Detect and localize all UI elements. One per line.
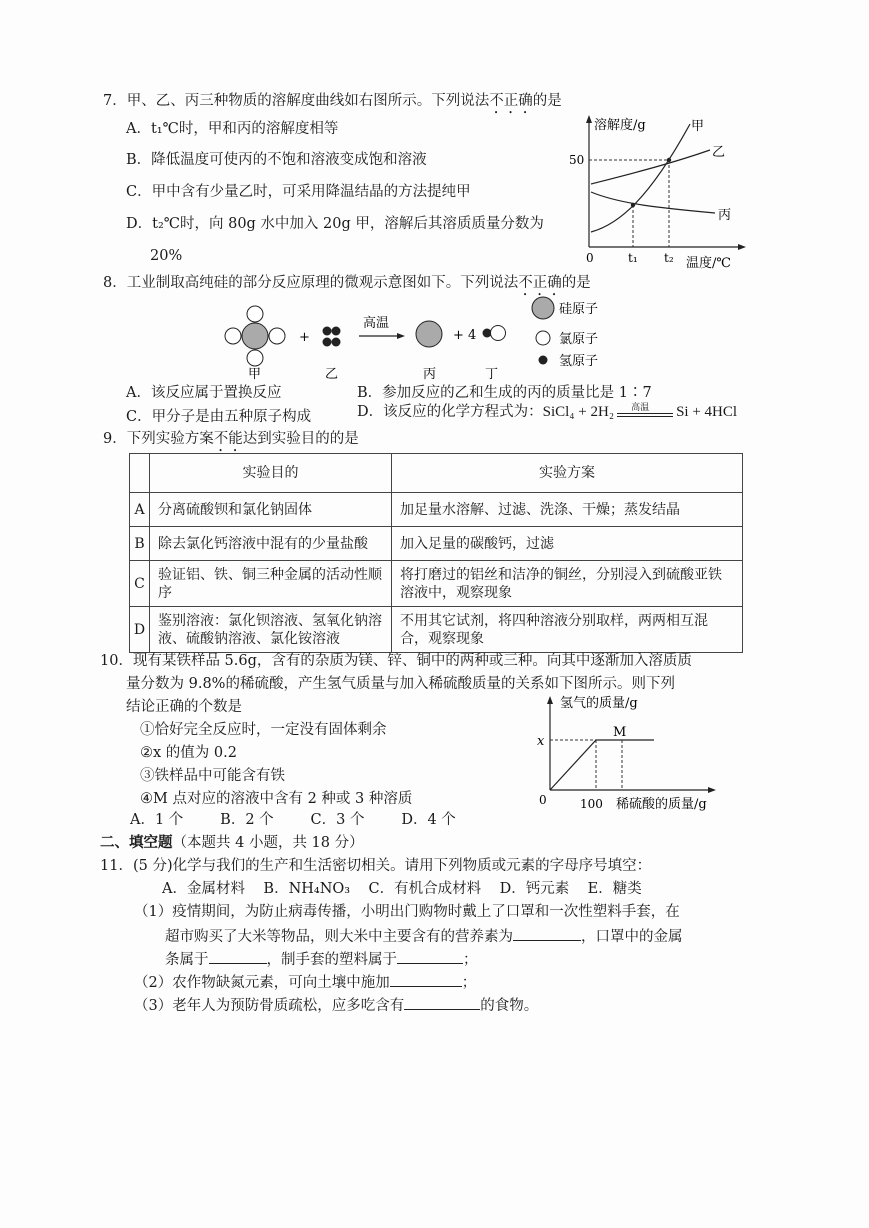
label-mol-bing: 丙	[423, 367, 437, 382]
q8-option-d	[357, 403, 737, 421]
hydrogen-y-mark: x	[537, 734, 545, 749]
solubility-y-tick-50: 50	[569, 153, 585, 167]
hydrogen-point-m: M	[613, 725, 627, 740]
q10-statement-4: ④M 点对应的溶液中含有 2 种或 3 种溶质	[140, 791, 413, 807]
q11-part1-c	[165, 949, 478, 969]
q8-stem-emphasis: 不正确	[518, 275, 562, 291]
hydrogen-y-arrow	[547, 696, 553, 704]
section-2-title: 二、填空题	[100, 834, 173, 851]
molecule-jia	[225, 306, 285, 366]
label-mol-jia: 甲	[248, 367, 262, 382]
q11-part3-text: （3）老年人为预防骨质疏松，应多吃含有	[134, 998, 405, 1014]
solubility-t2-tick: t₂	[664, 251, 674, 265]
q7-option-d: D．t₂℃时，向 80g 水中加入 20g 甲，溶解后其溶质质量分数为	[126, 216, 544, 232]
q11-part1-b-text: 超市购买了大米等物品，则大米中主要含有的营养素为	[165, 929, 513, 945]
row-purpose: 鉴别溶液：氯化钡溶液、氢氧化钠溶液、硫酸钠溶液、氯化铵溶液	[150, 607, 392, 653]
row-label: B	[130, 527, 150, 561]
hydrogen-curve	[550, 740, 654, 790]
reaction-diagram	[215, 296, 645, 382]
hydrogen-origin: 0	[539, 793, 547, 807]
q11-part2	[134, 972, 476, 992]
q11-part2-end: ；	[461, 975, 477, 991]
answer-blank-fertilizer[interactable]	[390, 972, 462, 987]
hydrogen-x-label: 稀硫酸的质量/g	[616, 797, 707, 812]
q11-part1-b-end: ，口罩中的金属	[581, 929, 683, 945]
q10-statement-3: ③铁样品中可能含有铁	[140, 768, 285, 784]
row-label: D	[130, 607, 150, 653]
hydrogen-chart	[530, 692, 745, 817]
q9-stem	[103, 430, 359, 455]
answer-blank-plastic[interactable]	[397, 949, 463, 964]
molecule-bing	[416, 321, 442, 347]
equation-right: Si + 4HCl	[676, 404, 738, 420]
section-2-note: （本题共 4 小题，共 18 分）	[172, 835, 364, 851]
hydrogen-x-tick-100: 100	[580, 797, 603, 811]
equation-bar-2	[617, 416, 673, 417]
label-jia: 甲	[691, 119, 705, 134]
q11-part3	[134, 995, 538, 1015]
equation-bar-1	[617, 413, 673, 414]
legend-si-swatch	[532, 297, 554, 319]
plus-four: + 4	[453, 328, 477, 343]
molecule-ding	[483, 326, 506, 341]
experiment-table	[129, 453, 743, 653]
table-header-purpose: 实验目的	[150, 454, 392, 493]
intersection-t2	[667, 158, 671, 162]
legend-cl-swatch	[536, 331, 550, 345]
q8-stem-text: 8．工业制取高纯硅的部分反应原理的微观示意图如下。下列说法	[103, 275, 519, 291]
q11-part1-a: （1）疫情期间，为防止病毒传播，小明出门购物时戴上了口罩和一次性塑料手套，在	[134, 904, 680, 920]
q11-part1-c-text: 条属于	[165, 952, 209, 968]
section-2-heading	[100, 834, 364, 852]
equation-condition-wrap	[617, 403, 673, 421]
row-plan: 将打磨过的铝丝和洁净的铜丝，分别浸入到硫酸亚铁溶液中，观察现象	[392, 561, 743, 607]
solubility-origin: 0	[586, 251, 594, 265]
table-header-row	[130, 454, 743, 493]
q11-choices: A．金属材料 B．NH₄NO₃ C．有机合成材料 D．钙元素 E．糖类	[162, 881, 642, 897]
q10-statement-2: ②x 的值为 0.2	[140, 745, 237, 761]
curve-jia	[591, 124, 690, 232]
q10-stem-2: 量分数为 9.8%的稀硫酸，产生氢气质量与加入稀硫酸质量的关系如下图所示。则下列	[126, 676, 675, 692]
table-row	[130, 527, 743, 561]
q10-options: A．1 个 B．2 个 C．3 个 D．4 个	[130, 812, 456, 828]
equation-left: SiCl₄ + 2H₂	[542, 404, 615, 420]
equation-condition: 高温	[631, 403, 650, 413]
table-row	[130, 493, 743, 527]
row-purpose: 验证铝、铁、铜三种金属的活动性顺序	[150, 561, 392, 607]
q11-stem: 11．(5 分)化学与我们的生产和生活密切相关。请用下列物质或元素的字母序号填空：	[100, 858, 652, 874]
q8-option-c: C．甲分子是由五种原子构成	[126, 409, 312, 425]
label-mol-yi: 乙	[325, 367, 339, 382]
hydrogen-y-label: 氢气的质量/g	[560, 696, 638, 711]
q7-stem-end: 的是	[532, 93, 562, 109]
q7-stem	[103, 92, 562, 117]
q8-option-a: A．该反应属于置换反应	[126, 385, 282, 401]
plus-sign: +	[299, 330, 310, 345]
table-row	[130, 607, 743, 653]
legend-h-label: 氢原子	[559, 354, 599, 369]
row-plan: 加入足量的碳酸钙，过滤	[392, 527, 743, 561]
q11-part3-end: 的食物。	[480, 998, 539, 1014]
row-plan: 不用其它试剂，将四种溶液分别取样，两两相互混合，观察现象	[392, 607, 743, 653]
row-plan: 加足量水溶解、过滤、洗涤、干燥；蒸发结晶	[392, 493, 743, 527]
row-label: A	[130, 493, 150, 527]
answer-blank-metal-strip[interactable]	[209, 949, 267, 964]
q8-option-b: B．参加反应的乙和生成的丙的质量比是 1∶7	[357, 385, 652, 401]
solubility-t1-tick: t₁	[628, 251, 638, 265]
intersection-t1	[631, 203, 635, 207]
reaction-condition: 高温	[363, 316, 390, 331]
curve-bing	[591, 192, 715, 213]
q11-part2-text: （2）农作物缺氮元素，可向土壤中施加	[134, 975, 390, 991]
q11-part1-c-mid: ，制手套的塑料属于	[266, 952, 397, 968]
legend-cl-label: 氯原子	[559, 332, 599, 347]
table-header-corner	[130, 454, 150, 493]
solubility-x-arrow	[738, 244, 746, 250]
reaction-arrowhead	[397, 333, 405, 339]
solubility-x-label: 温度/℃	[686, 256, 731, 271]
table-row	[130, 561, 743, 607]
legend-si-label: 硅原子	[559, 302, 599, 317]
hydrogen-x-arrow	[708, 787, 716, 793]
q7-option-b: B．降低温度可使丙的不饱和溶液变成饱和溶液	[126, 152, 427, 168]
q7-option-c: C．甲中含有少量乙时，可采用降温结晶的方法提纯甲	[126, 184, 471, 200]
label-mol-ding: 丁	[485, 367, 499, 382]
q9-stem-emphasis: 不能	[213, 431, 243, 447]
curve-yi	[591, 150, 710, 184]
row-purpose: 分离硫酸钡和氯化钠固体	[150, 493, 392, 527]
solubility-y-label: 溶解度/g	[594, 118, 646, 133]
solubility-y-arrow	[586, 115, 592, 123]
answer-blank-nutrient[interactable]	[513, 926, 581, 941]
table-header-plan: 实验方案	[392, 454, 743, 493]
q10-statement-1: ①恰好完全反应时，一定没有固体剩余	[140, 722, 387, 738]
solubility-chart	[560, 112, 750, 272]
q9-stem-end: 达到实验目的的是	[242, 431, 359, 447]
q7-stem-emphasis: 不正确	[489, 93, 533, 109]
q10-stem-3: 结论正确的个数是	[126, 699, 242, 715]
q8-option-d-text: D．该反应的化学方程式为：	[357, 404, 543, 420]
row-label: C	[130, 561, 150, 607]
q7-option-d-cont: 20%	[150, 248, 183, 264]
q7-stem-text: 7．甲、乙、丙三种物质的溶解度曲线如右图所示。下列说法	[103, 93, 490, 109]
q10-stem-1: 10．现有某铁样品 5.6g，含有的杂质为镁、锌、铜中的两种或三种。向其中逐渐加入溶质质	[100, 653, 692, 669]
q11-part1-c-end: ；	[463, 952, 478, 968]
label-yi: 乙	[712, 145, 726, 160]
row-purpose: 除去氯化钙溶液中混有的少量盐酸	[150, 527, 392, 561]
answer-blank-element[interactable]	[404, 995, 480, 1010]
q11-part1-b	[165, 926, 683, 946]
molecule-yi	[323, 327, 341, 347]
q8-stem-end: 的是	[561, 275, 591, 291]
label-bing: 丙	[718, 208, 732, 223]
q9-stem-text: 9．下列实验方案	[103, 431, 214, 447]
q7-option-a: A．t₁℃时，甲和丙的溶解度相等	[126, 121, 339, 137]
legend-h-swatch	[539, 356, 548, 365]
